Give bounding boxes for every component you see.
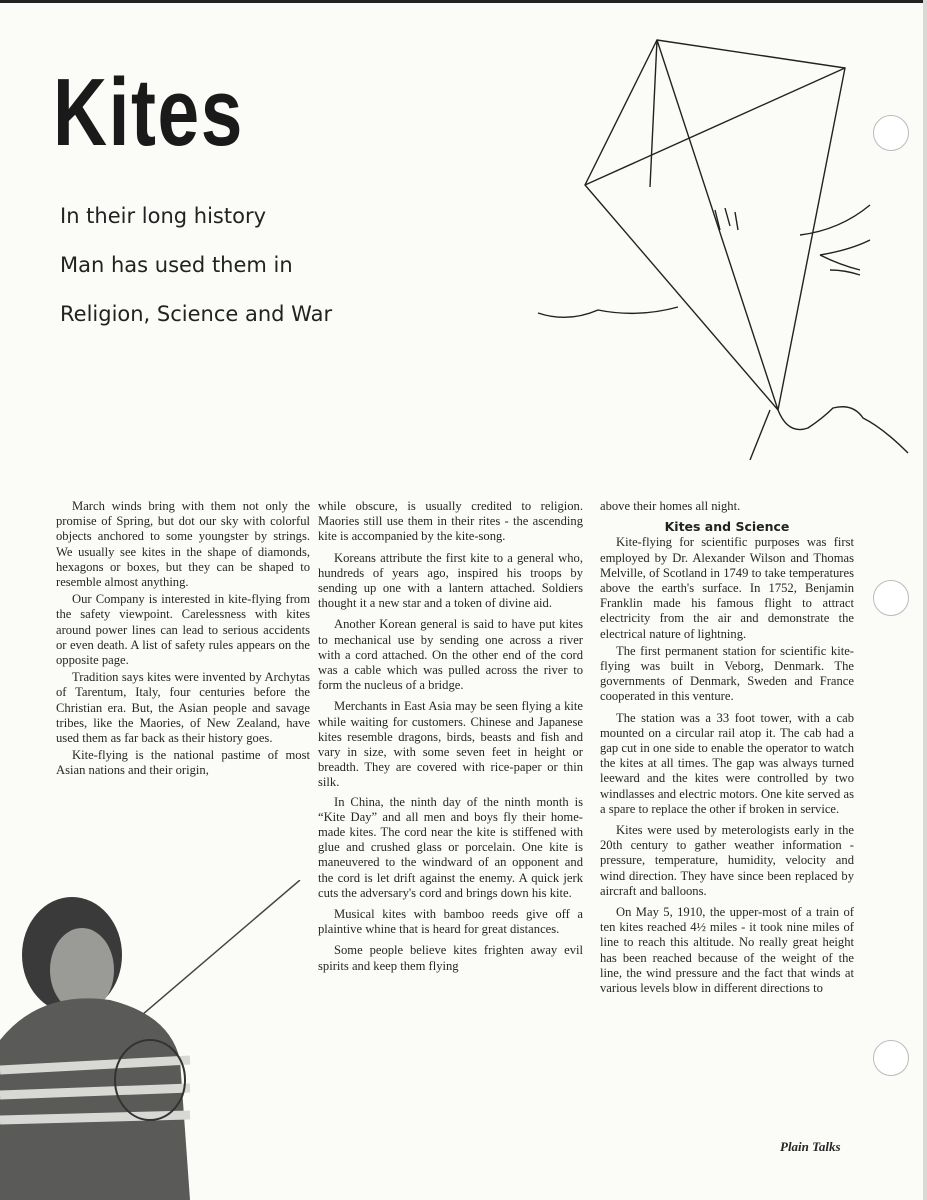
paragraph: On May 5, 1910, the upper-most of a train of ten kites reached 4½ miles - it took nine miles of line to reach this altitude. No really great height has been reached because of the weight of the line, the wind pressure and the fact that winds at various levels blow in different directions to: [600, 905, 854, 996]
paragraph: March winds bring with them not only the promise of Spring, but dot our sky with colorful objects anchored to some youngster by strings. We usually see kites in the shape of diamonds, hexagons or boxes, but they can be shaped to resemble almost anything.: [56, 499, 310, 590]
article-column-2: [318, 499, 583, 976]
subtitle-line-3: Religion, Science and War: [60, 302, 333, 326]
section-heading: Kites and Science: [664, 519, 790, 535]
paragraph: Kites were used by meterologists early in the 20th century to gather weather information - pressure, temperature, humidity, velocity and wind direction. They have since been replaced by aircraft and balloons.: [600, 823, 854, 898]
paragraph: Kite-flying is the national pastime of most Asian nations and their origin,: [56, 748, 310, 778]
kite-illustration: [520, 30, 920, 480]
paragraph: Some people believe kites frighten away evil spirits and keep them flying: [318, 943, 583, 973]
subtitle-line-2: Man has used them in: [60, 253, 293, 277]
paragraph: Merchants in East Asia may be seen flying a kite while waiting for customers. Chinese and Japanese kites resemble dragons, birds, beasts and fish and vary in size, with some seven feet in height or breadth. They are covered with rice-paper or thin silk.: [318, 699, 583, 790]
paragraph: Koreans attribute the first kite to a general who, hundreds of years ago, inspired his troops by sending up one with a lantern attached. Soldiers thought it a new star and a token of divine aid.: [318, 550, 583, 611]
paragraph: The station was a 33 foot tower, with a cab mounted on a circular rail atop it. The cab had a gap cut in one side to enable the operator to watch the kites at all times. The gap was always turned leeward and the kites were controlled by two windlasses and electric motors. One kite served as a spare to replace the other if broken in service.: [600, 710, 854, 816]
publication-footer: Plain Talks: [780, 1139, 841, 1154]
paragraph: Kite-flying for scientific purposes was first employed by Dr. Alexander Wilson and Thomas Melville, of Scotland in 1749 to take temperatures above the earth's surface. In 1752, Benjamin Franklin made his famous flight to attract electricity from the air and demonstrate the electrical nature of lightning.: [600, 535, 854, 641]
paragraph: Tradition says kites were invented by Archytas of Tarentum, Italy, four centuries before the Christian era. But, the Asian people and savage tribes, like the Maories, of New Zealand, have used them as far back as their history goes.: [56, 670, 310, 746]
page-title: Kites: [53, 59, 244, 166]
binder-hole: [873, 580, 909, 616]
binder-hole: [873, 115, 909, 151]
paragraph: Our Company is interested in kite-flying from the safety viewpoint. Carelessness with kites around power lines can lead to serious accidents or even death. A list of safety rules appears on the opposite page.: [56, 592, 310, 668]
page-top-edge: [0, 0, 927, 3]
binder-hole: [873, 1040, 909, 1076]
paragraph: above their homes all night.: [600, 499, 741, 513]
paragraph: while obscure, is usually credited to religion. Maories still use them in their rites - the ascending kite is accompanied by the kite-song.: [318, 499, 583, 544]
boy-photo: [0, 880, 320, 1200]
subtitle-line-1: In their long history: [60, 204, 267, 228]
paragraph: In China, the ninth day of the ninth month is “Kite Day” and all men and boys fly their home-made kites. The cord near the kite is stiffened with glue and crushed glass or porcelain. One kite is maneuvered to the windward of an opponent and the cord is let drift against the enemy. A quick jerk cuts the adversary's cord and brings down his kite.: [318, 794, 583, 900]
article-column-1: [56, 499, 310, 781]
page-right-edge: [923, 0, 927, 1200]
paragraph: Another Korean general is said to have put kites to mechanical use by sending one across a river with a cord attached. On the other end of the cord was a cable which was pulled across the river to form the nucleus of a bridge.: [318, 617, 583, 693]
article-column-3: [600, 499, 854, 998]
paragraph: Musical kites with bamboo reeds give off a plaintive whine that is heard for great distances.: [318, 907, 583, 937]
paragraph: The first permanent station for scientific kite-flying was built in Veborg, Denmark. The governments of Denmark, Sweden and France cooperated in this venture.: [600, 643, 854, 704]
